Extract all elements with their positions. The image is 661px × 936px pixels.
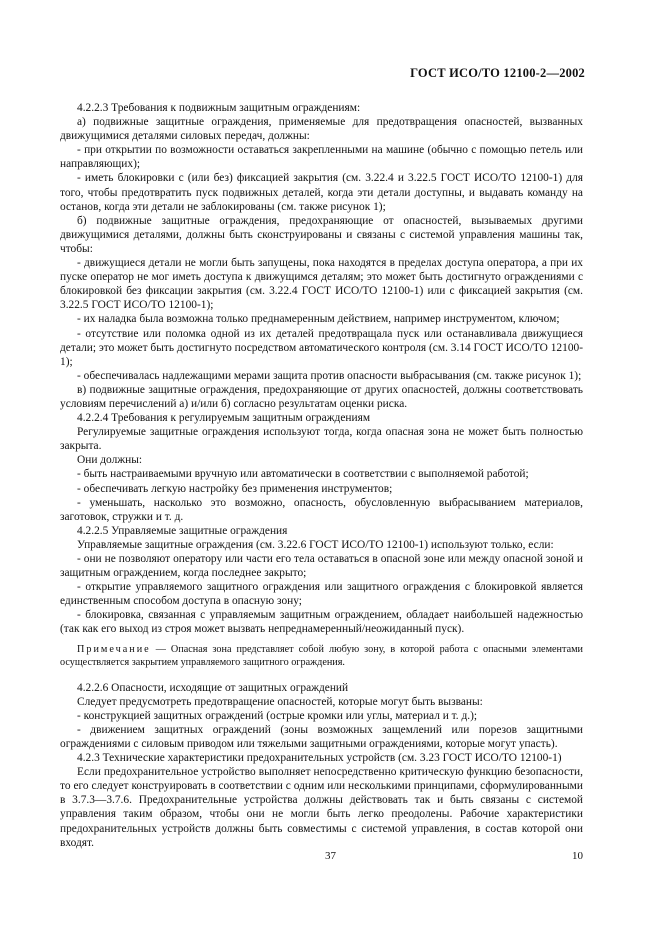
list-item: - при открытии по возможности оставаться закрепленными на машине (обычно с помощью петель или направляющих); [60,144,583,171]
document-code: ГОСТ ИСО/ТО 12100-2—2002 [410,66,585,80]
note [60,643,583,669]
list-item: - движением защитных ограждений (зоны возможных защемлений или порезов защитными ограждениями с силовым приводом или тяжелыми защитными ограждениями, которые могут упасть). [60,723,583,750]
note-text: — Опасная зона представляет собой любую зону, в которой работа с опасными элементами осуществляется закрытием управляемого защитного ограждения. [60,643,583,668]
list-item: - движущиеся детали не могли быть запущены, пока находятся в пределах доступа оператора, а при их пуске оператор не мог иметь доступа к движущимся деталям; это может быть достигнуто ограждениями с блокировкой без фиксации закрытия (см. 3.22.4 ГОСТ ИСО/ТО 12100-1) или с фиксацией закрытия (см. 3.22.5 ГОСТ ИСО/ТО 12100-1); [60,257,583,312]
paragraph: а) подвижные защитные ограждения, применяемые для предотвращения опасностей, вызванных движущимися деталями силовых передач, должны: [60,116,583,143]
list-item: - иметь блокировки с (или без) фиксацией закрытия (см. 3.22.4 и 3.22.5 ГОСТ ИСО/ТО 12100-1) для того, чтобы предотвратить пуск подвижных деталей, когда эти детали доступны, и выдавать команду на останов, когда эти детали не заблокированы (см. также рисунок 1); [60,172,583,213]
section-heading-4-2-2-6: 4.2.2.6 Опасности, исходящие от защитных ограждений [77,681,349,694]
sheet-number: 10 [572,850,583,862]
paragraph: Следует предусмотреть предотвращение опасностей, которые могут быть вызваны: [77,695,483,708]
list-item: - они не позволяют оператору или части его тела оставаться в опасной зоне или между опасной зоной и защитным ограждением, когда последнее закрыто; [60,553,583,580]
paragraph: Управляемые защитные ограждения (см. 3.22.6 ГОСТ ИСО/ТО 12100-1) используют только, если: [77,538,554,551]
list-item: - обеспечивать легкую настройку без применения инструментов; [77,482,393,495]
paragraph: Они должны: [77,454,143,467]
paragraph: Если предохранительное устройство выполняет непосредственно критическую функцию безопасности, то его следует конструировать в соответствии с одним или несколькими принципами, сформулированными в 3.7.3—3.7.6. Предохранительные устройства должны действовать так и быть связаны с системой управления таким образом, чтобы они не могли быть легко преодолены. Рабочие характеристики предохранительных устройств должны быть совместимы с системой управления, в состав которой они входят. [60,766,583,849]
section-heading-4-2-2-3: 4.2.2.3 Требования к подвижным защитным ограждениям: [77,102,361,114]
list-item: - отсутствие или поломка одной из их деталей предотвращала пуск или останавливала движущиеся детали; это может быть достигнуто посредством автоматического контроля (см. 3.14 ГОСТ ИСО/ТО 12100-1); [60,327,583,368]
page-number: 37 [325,850,336,862]
section-heading-4-2-3: 4.2.3 Технические характеристики предохранительных устройств (см. 3.23 ГОСТ ИСО/ТО 12100-1) [77,752,562,765]
list-item: - уменьшать, насколько это возможно, опасность, обусловленную выбрасыванием материалов, заготовок, стружки и т. д. [60,496,583,523]
list-item: - открытие управляемого защитного ограждения или защитного ограждения с блокировкой является единственным способом доступа в опасную зону; [60,581,583,608]
paragraph: в) подвижные защитные ограждения, предохраняющие от других опасностей, должны соответствовать условиям перечислений а) и/или б) согласно результатам оценки риска. [60,383,583,410]
section-heading-4-2-2-5: 4.2.2.5 Управляемые защитные ограждения [77,524,288,537]
list-item: - быть настраиваемыми вручную или автоматически в соответствии с выполняемой работой; [77,468,529,481]
paragraph: б) подвижные защитные ограждения, предохраняющие от опасностей, вызываемых другими движущимися деталями, должны быть сконструированы и связаны с системой управления машины так, чтобы: [60,214,583,255]
list-item: - обеспечивалась надлежащими мерами защита против опасности выбрасывания (см. также рисунок 1); [77,369,582,382]
list-item: - конструкцией защитных ограждений (острые кромки или углы, материал и т. д.); [77,709,478,722]
paragraph: Регулируемые защитные ограждения используют тогда, когда опасная зона не может быть полностью закрыта. [60,426,583,453]
note-label: Примечание [77,643,151,655]
section-heading-4-2-2-4: 4.2.2.4 Требования к регулируемым защитным ограждениям [77,412,371,425]
list-item: - их наладка была возможна только преднамеренным действием, например инструментом, ключом; [77,313,560,326]
list-item: - блокировка, связанная с управляемым защитным ограждением, обладает наибольшей надежностью (так как его выход из строя может вызвать непреднамеренный/неожиданный пуск). [60,609,583,636]
document-body [60,101,583,850]
